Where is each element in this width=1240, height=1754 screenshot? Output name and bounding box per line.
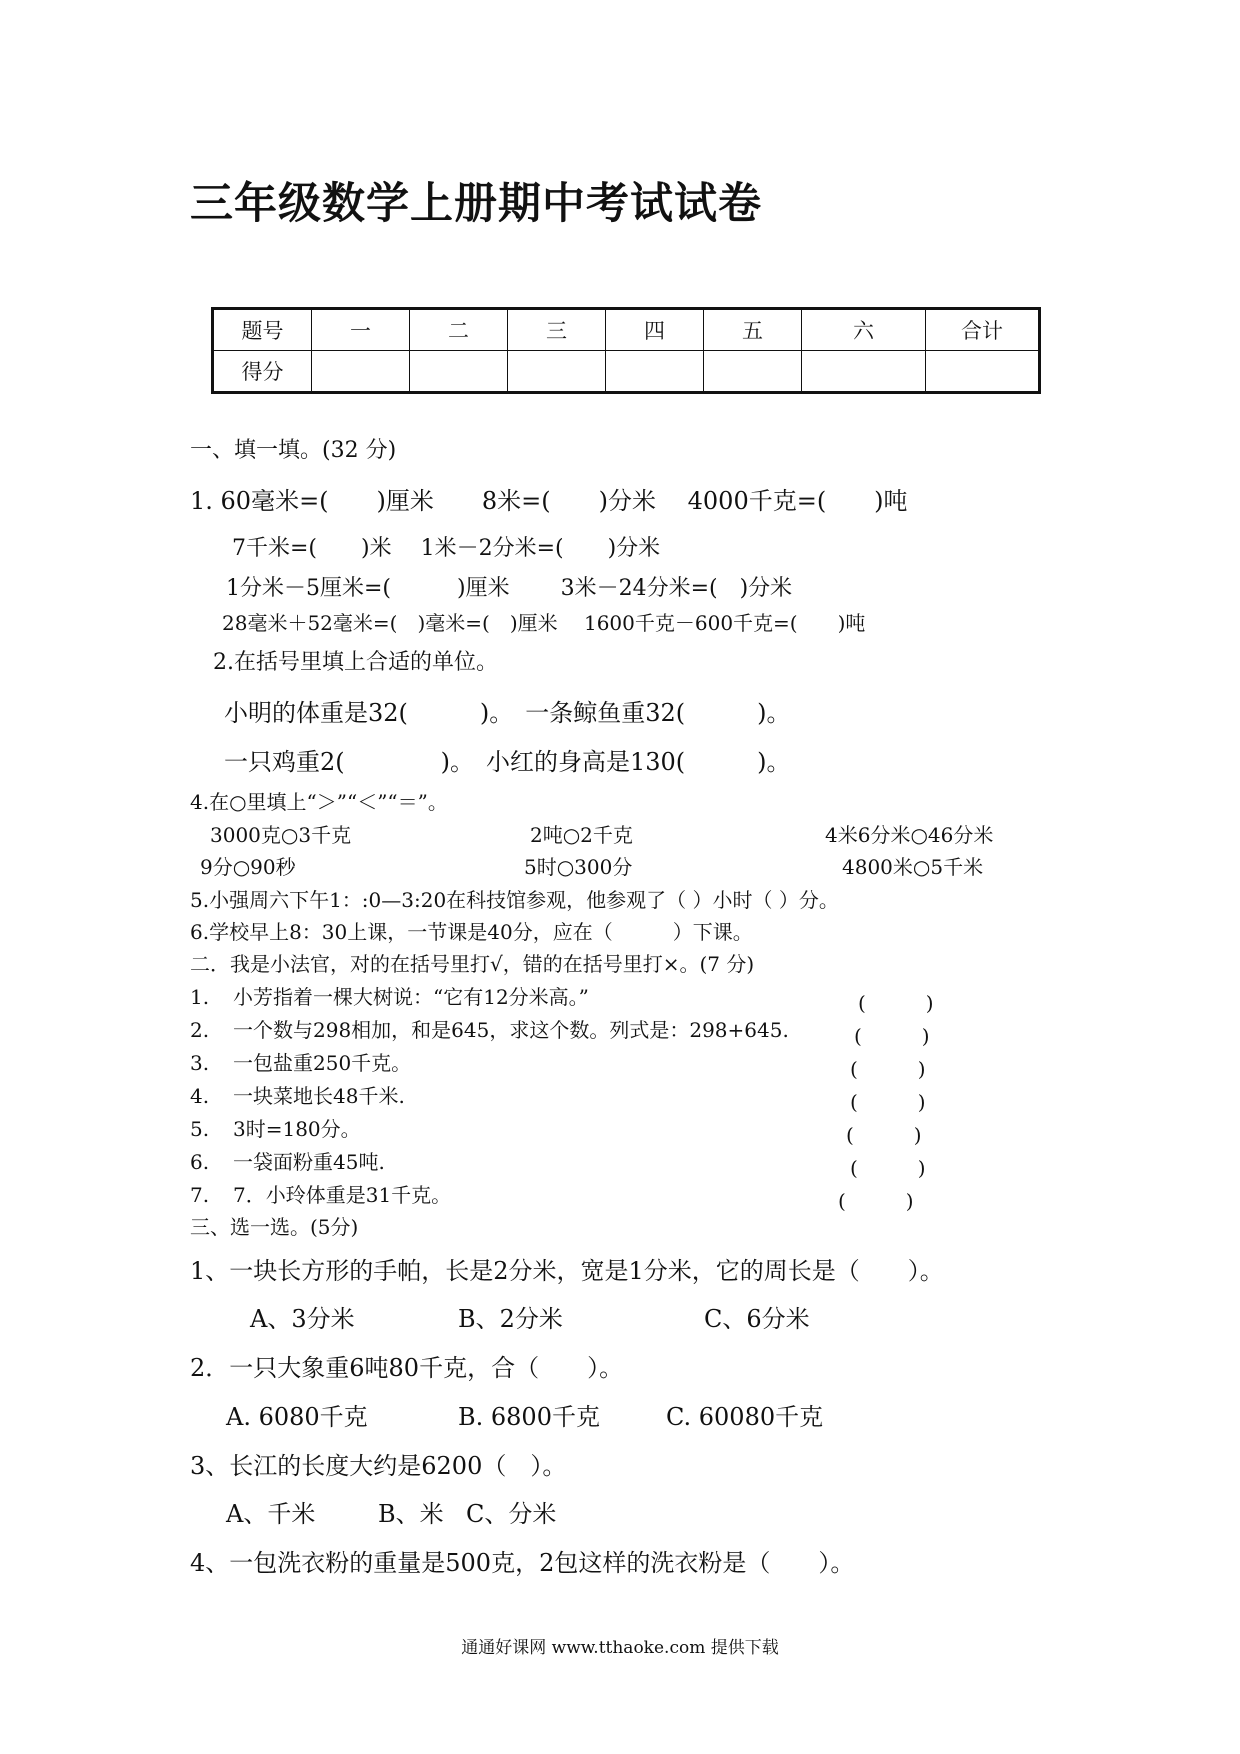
compare-item: 4米6分米○46分米 [825,823,994,847]
section1-line: 一只鸡重2( )。 小红的身高是130( )。 [224,748,791,776]
judge-item-text: 一块菜地长48千米. [233,1084,405,1108]
score-cell[interactable] [312,351,410,393]
section1-line: 28毫米＋52毫米=( )毫米=( )厘米 1600千克－600千克=( )吨 [222,611,866,635]
judge-item-text: 7．小玲体重是31千克。 [233,1183,452,1207]
score-header-cell: 合计 [926,309,1040,351]
score-header-cell: 六 [802,309,926,351]
section1-q5: 5.小强周六下午1：:0—3:20在科技馆参观，他参观了（ ）小时（ ）分。 [190,888,839,912]
answer-paren[interactable]: ( ) [846,1123,922,1147]
answer-paren[interactable]: ( ) [838,1189,914,1213]
section3-q2: 2．一只大象重6吨80千克，合（ ）。 [190,1354,624,1382]
score-header-cell: 一 [312,309,410,351]
choice-option[interactable]: A、3分米 [250,1305,355,1333]
answer-paren[interactable]: ( ) [854,1024,930,1048]
judge-item-number: 5. [190,1117,210,1141]
compare-item: 4800米○5千米 [842,855,984,879]
score-cell[interactable] [508,351,606,393]
judge-item-text: 小芳指着一棵大树说：“它有12分米高。” [233,985,589,1009]
section1-line: 小明的体重是32( )。 一条鲸鱼重32( )。 [224,699,791,727]
judge-item-number: 1. [190,985,210,1009]
section3-q1: 1、一块长方形的手帕，长是2分米，宽是1分米，它的周长是（ ）。 [190,1257,944,1285]
section2-heading: 二．我是小法官，对的在括号里打√，错的在括号里打×。(7 分) [190,952,755,976]
score-cell[interactable] [704,351,802,393]
section1-line: 1. 60毫米=( )厘米 8米=( )分米 4000千克=( )吨 [190,487,908,515]
judge-item-text: 3时=180分。 [233,1117,361,1141]
score-table [211,307,1041,394]
score-row-label: 得分 [213,351,312,393]
page-title: 三年级数学上册期中考试试卷 [190,179,762,229]
judge-item-text: 一袋面粉重45吨. [233,1150,385,1174]
compare-item: 5时○300分 [524,855,633,879]
compare-item: 3000克○3千克 [210,823,352,847]
score-table-header-row [213,309,1040,351]
score-cell[interactable] [926,351,1040,393]
score-header-cell: 五 [704,309,802,351]
choice-option[interactable]: A. 6080千克 [226,1403,368,1431]
section1-line: 1分米－5厘米=( )厘米 3米－24分米=( )分米 [226,576,793,601]
section3-heading: 三、选一选。(5分) [190,1215,359,1239]
judge-item-text: 一包盐重250千克。 [233,1051,412,1075]
score-cell[interactable] [410,351,508,393]
section3-q4: 4、一包洗衣粉的重量是500克，2包这样的洗衣粉是（ ）。 [190,1549,855,1577]
section3-q3: 3、长江的长度大约是6200（ ）。 [190,1452,567,1480]
score-cell[interactable] [606,351,704,393]
footer-source: 通通好课网 www.tthaoke.com 提供下载 [461,1638,779,1658]
judge-item-number: 6. [190,1150,210,1174]
score-header-cell: 二 [410,309,508,351]
answer-paren[interactable]: ( ) [850,1090,926,1114]
judge-item-text: 一个数与298相加，和是645，求这个数。列式是：298+645. [233,1018,789,1042]
score-cell[interactable] [802,351,926,393]
section1-line: 4.在○里填上“＞”“＜”“＝”。 [190,790,448,814]
choice-option[interactable]: C、6分米 [704,1305,810,1333]
section1-heading: 一、填一填。(32 分) [190,438,397,463]
answer-paren[interactable]: ( ) [850,1156,926,1180]
choice-option[interactable]: A、千米 [226,1500,316,1528]
compare-item: 9分○90秒 [200,855,296,879]
choice-option[interactable]: B、2分米 [458,1305,563,1333]
answer-paren[interactable]: ( ) [850,1057,926,1081]
choice-option[interactable]: C. 60080千克 [666,1403,824,1431]
judge-item-number: 2. [190,1018,210,1042]
section1-line: 7千米=( )米 1米－2分米=( )分米 [232,536,661,561]
choice-option[interactable]: C、分米 [466,1500,557,1528]
answer-paren[interactable]: ( ) [858,991,934,1015]
score-header-cell: 四 [606,309,704,351]
choice-option[interactable]: B、米 [378,1500,444,1528]
score-header-cell: 题号 [213,309,312,351]
choice-option[interactable]: B. 6800千克 [458,1403,600,1431]
judge-item-number: 7. [190,1183,210,1207]
judge-item-number: 4. [190,1084,210,1108]
section1-line: 2.在括号里填上合适的单位。 [213,650,498,675]
score-header-cell: 三 [508,309,606,351]
judge-item-number: 3. [190,1051,210,1075]
section1-q6: 6.学校早上8：30上课，一节课是40分，应在（ ）下课。 [190,920,753,944]
score-table-score-row [213,351,1040,393]
compare-item: 2吨○2千克 [530,823,633,847]
